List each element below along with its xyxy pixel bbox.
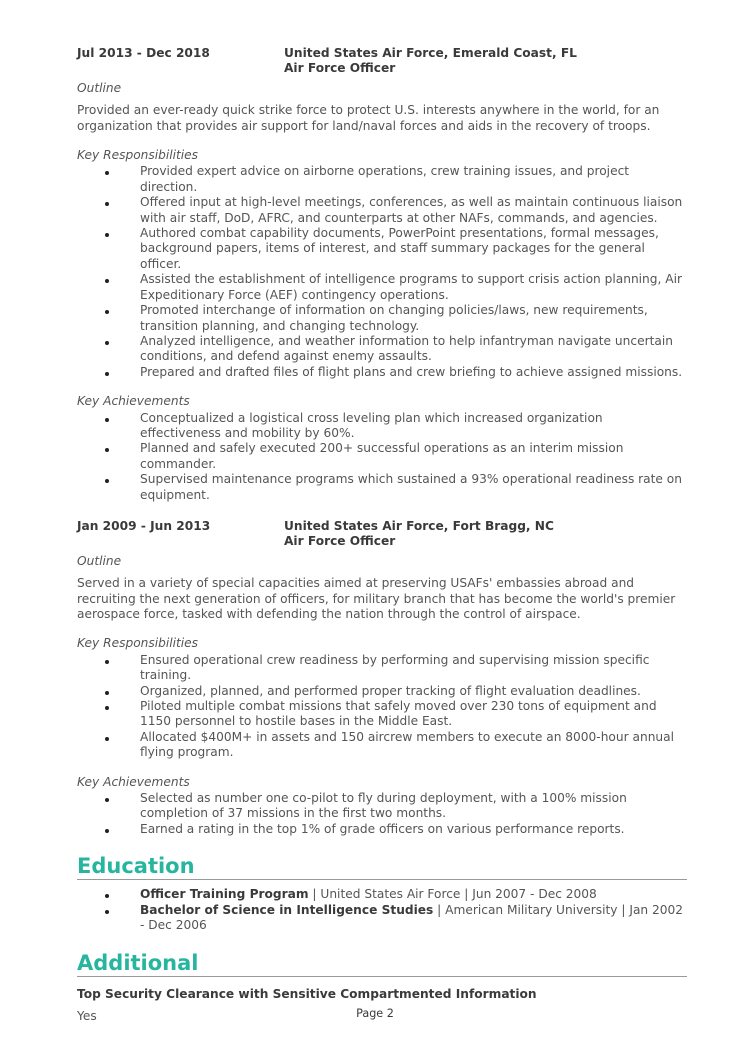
achievements-list <box>77 791 687 837</box>
job-employer: United States Air Force, Emerald Coast, FL <box>284 46 577 60</box>
bullet-icon <box>105 372 109 376</box>
list-item: Assisted the establishment of intelligence programs to support crisis action planning, Air Expeditionary Force (AEF) contingency operations. <box>77 272 687 303</box>
list-item <box>77 903 687 934</box>
list-item: Organized, planned, and performed proper tracking of flight evaluation deadlines. <box>77 684 687 699</box>
job-title: Air Force Officer <box>284 61 396 76</box>
bullet-icon <box>105 829 109 833</box>
education-list <box>77 887 687 933</box>
list-item: Piloted multiple combat missions that safely moved over 230 tons of equipment and 1150 personnel to hostile bases in the Middle East. <box>77 699 687 730</box>
list-item <box>77 887 687 902</box>
bullet-icon <box>105 894 109 898</box>
section-title-additional: Additional <box>77 950 687 977</box>
bullet-icon <box>105 233 109 237</box>
job-dates: Jul 2013 - Dec 2018 <box>77 46 210 60</box>
bullet-icon <box>105 418 109 422</box>
bullet-icon <box>105 171 109 175</box>
responsibilities-label: Key Responsibilities <box>77 636 199 651</box>
degree-name: Officer Training Program <box>140 887 309 902</box>
degree-name: Bachelor of Science in Intelligence Studies <box>140 902 434 917</box>
job-header <box>77 519 687 550</box>
outline-label: Outline <box>77 80 122 95</box>
bullet-icon <box>105 660 109 664</box>
list-item: Earned a rating in the top 1% of grade officers on various performance reports. <box>77 822 687 837</box>
list-item: Offered input at high-level meetings, conferences, as well as maintain continuous liaison with air staff, DoD, AFRC, and counterparts at other NAFs, commands, and agencies. <box>77 195 687 226</box>
list-item: Allocated $400M+ in assets and 150 aircrew members to execute an 8000-hour annual flying program. <box>77 730 687 761</box>
list-item: Promoted interchange of information on changing policies/laws, new requirements, transition planning, and changing technology. <box>77 303 687 334</box>
outline-label: Outline <box>77 553 122 568</box>
bullet-icon <box>105 910 109 914</box>
list-item: Provided expert advice on airborne operations, crew training issues, and project direction. <box>77 164 687 195</box>
clearance-value: Yes <box>77 1008 97 1023</box>
job-title: Air Force Officer <box>284 534 396 549</box>
list-item: Supervised maintenance programs which sustained a 93% operational readiness rate on equipment. <box>77 472 687 503</box>
outline-text: Served in a variety of special capacities aimed at preserving USAFs' embassies abroad and recruiting the next generation of officers, for military branch that has become the world's premier aerospace force, tasked with defending the nation through the control of airspace. <box>77 576 676 621</box>
list-item: Authored combat capability documents, PowerPoint presentations, formal messages, background papers, items of interest, and staff summary packages for the general officer. <box>77 226 687 272</box>
bullet-icon <box>105 341 109 345</box>
degree-detail: | United States Air Force | Jun 2007 - Dec 2008 <box>308 887 597 902</box>
list-item: Prepared and drafted files of flight plans and crew briefing to achieve assigned missions. <box>77 365 687 380</box>
list-item: Analyzed intelligence, and weather information to help infantryman navigate uncertain conditions, and defend against enemy assaults. <box>77 334 687 365</box>
bullet-icon <box>105 479 109 483</box>
job-entry <box>77 46 687 503</box>
education-section <box>77 853 687 933</box>
bullet-icon <box>105 691 109 695</box>
job-dates: Jan 2009 - Jun 2013 <box>77 518 211 533</box>
page-number: Page 2 <box>356 1007 394 1020</box>
bullet-icon <box>105 798 109 802</box>
list-item: Ensured operational crew readiness by performing and supervising mission specific training. <box>77 653 687 684</box>
job-header <box>77 46 687 77</box>
clearance-heading: Top Security Clearance with Sensitive Compartmented Information <box>77 986 537 1001</box>
degree-detail: | American Military University | Jan 2002 - Dec 2006 <box>140 902 684 933</box>
bullet-icon <box>105 737 109 741</box>
bullet-icon <box>105 310 109 314</box>
outline-text: Provided an ever-ready quick strike force to protect U.S. interests anywhere in the world, for an organization that provides air support for land/naval forces and aids in the recovery of troops. <box>77 103 660 133</box>
section-title-education: Education <box>77 853 687 880</box>
job-employer: United States Air Force, Fort Bragg, NC <box>284 518 554 533</box>
list-item: Planned and safely executed 200+ successful operations as an interim mission commander. <box>77 441 687 472</box>
bullet-icon <box>105 448 109 452</box>
bullet-icon <box>105 279 109 283</box>
responsibilities-list <box>77 653 687 761</box>
responsibilities-label: Key Responsibilities <box>77 148 199 163</box>
list-item: Selected as number one co-pilot to fly during deployment, with a 100% mission completion of 37 missions in the first two months. <box>77 791 687 822</box>
job-entry <box>77 519 687 837</box>
responsibilities-list <box>77 164 687 380</box>
bullet-icon <box>105 706 109 710</box>
achievements-label: Key Achievements <box>77 394 190 409</box>
bullet-icon <box>105 202 109 206</box>
resume-page <box>77 46 687 1024</box>
achievements-list <box>77 411 687 503</box>
achievements-label: Key Achievements <box>77 774 190 789</box>
list-item: Conceptualized a logistical cross leveling plan which increased organization effectiveness and mobility by 60%. <box>77 411 687 442</box>
